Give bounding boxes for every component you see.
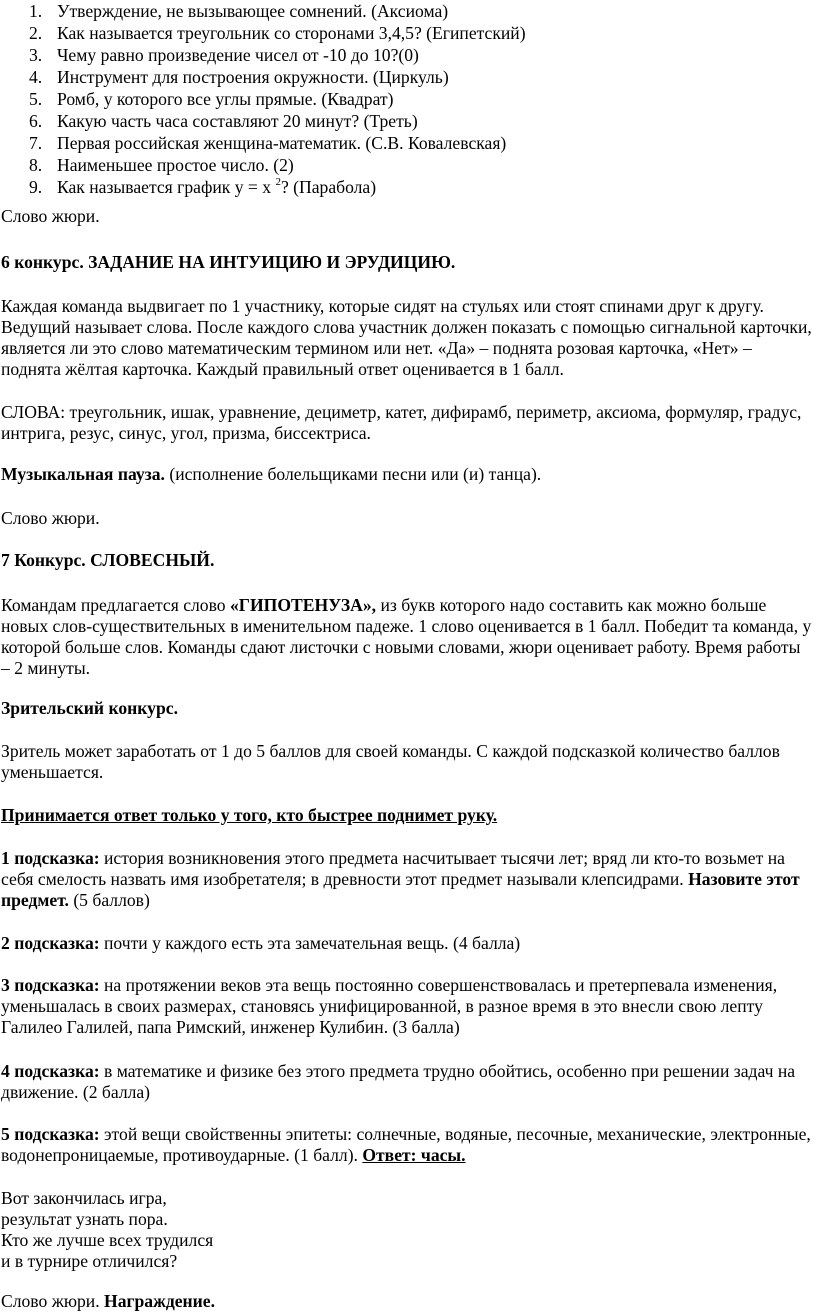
- list-item: 9. Как называется график y = x $^2$? (Парабола): [29, 176, 377, 197]
- poem: [1, 1188, 813, 1272]
- list-item: 5. Ромб, у которого все углы прямые. (Квадрат): [29, 89, 394, 109]
- contest6-words: СЛОВА: треугольник, ишак, уравнение, дециметр, катет, дифирамб, периметр, аксиома, формуляр, градус, интрига, резус, синус, угол, призма, биссектриса.: [1, 402, 802, 443]
- list-item: 7. Первая российская женщина-математик. (С.В. Ковалевская): [29, 133, 507, 153]
- poem-line: Кто же лучше всех трудился: [1, 1230, 214, 1250]
- hint-3: 3 подсказка: на протяжении веков эта вещь постоянно совершенствовалась и претерпевала изменения, уменьшалась в своих размерах, становясь унифицированной, в разное время в это внесли свою лепту Галилео Галилей, папа Римский, инженер Кулибин. (3 балла): [1, 975, 778, 1037]
- question-text: Какую часть часа составляют 20 минут? (Треть): [57, 111, 418, 131]
- question-text: Ромб, у которого все углы прямые. (Квадрат): [57, 89, 394, 109]
- spectator-rule: Принимается ответ только у того, кто быстрее поднимет руку.: [1, 805, 498, 825]
- exponent: 2: [275, 176, 281, 189]
- question-text: Наименьшее простое число. (2): [57, 155, 294, 175]
- poem-line: результат узнать пора.: [1, 1209, 168, 1229]
- question-text: Как называется треугольник со сторонами 3,4,5? (Египетский): [57, 23, 526, 43]
- contest7-body: Командам предлагается слово «ГИПОТЕНУЗА», из букв которого надо составить как можно больше новых слов-существительных в именительном падеже. 1 слово оценивается в 1 балл. Победит та команда, у которой больше слов. Команды сдают листочки с новыми словами, жюри оценивает работу. Время работы – 2 минуты.: [1, 595, 812, 678]
- hint-5: 5 подсказка: этой вещи свойственны эпитеты: солнечные, водяные, песочные, механические, электронные, водонепроницаемые, противоударные. (1 балл). Ответ: часы.: [1, 1124, 811, 1165]
- list-item: 8. Наименьшее простое число. (2): [29, 155, 294, 175]
- contest6-heading: 6 конкурс. ЗАДАНИЕ НА ИНТУИЦИЮ И ЭРУДИЦИЮ.: [1, 252, 456, 272]
- list-item: 3. Чему равно произведение чисел от -10 до 10?(0): [29, 45, 419, 65]
- question-text: Инструмент для построения окружности. (Циркуль): [57, 67, 449, 87]
- hint-4: 4 подсказка: в математике и физике без этого предмета трудно обойтись, особенно при решении задач на движение. (2 балла): [1, 1061, 796, 1102]
- question-list: [0, 1, 526, 199]
- poem-line: и в турнире отличился?: [1, 1251, 178, 1271]
- hint-1: 1 подсказка: история возникновения этого предмета насчитывает тысячи лет; вряд ли кто-то возьмет на себя смелость назвать имя изобретателя; в древности этот предмет называли клепсидрами. Назовите этот предмет. (5 баллов): [1, 848, 800, 910]
- poem-line: Вот закончилась игра,: [1, 1188, 167, 1208]
- list-item: 4. Инструмент для построения окружности. (Циркуль): [29, 67, 449, 87]
- question-text: Первая российская женщина-математик. (С.В. Ковалевская): [57, 133, 507, 153]
- contest7-heading: 7 Конкурс. СЛОВЕСНЫЙ.: [1, 550, 215, 570]
- music-pause: Музыкальная пауза. (исполнение болельщиками песни или (и) танца).: [1, 464, 542, 484]
- hint-2: 2 подсказка: почти у каждого есть эта замечательная вещь. (4 балла): [1, 933, 521, 953]
- answer: Ответ: часы.: [362, 1145, 466, 1165]
- question-text: Как называется график y = x $^2$? (Парабола): [57, 176, 377, 197]
- jury-word: Слово жюри.: [1, 206, 100, 226]
- list-item: 1. Утверждение, не вызывающее сомнений. (Аксиома): [29, 1, 449, 21]
- spectator-intro: Зритель может заработать от 1 до 5 баллов для своей команды. С каждой подсказкой количество баллов уменьшается.: [1, 741, 780, 782]
- contest6-body: Каждая команда выдвигает по 1 участнику, которые сидят на стульях или стоят спинами друг к другу. Ведущий называет слова. После каждого слова участник должен показать с помощью сигнальной карточки, является ли это слово математическим термином или нет. «Да» – поднята розовая карточка, «Нет» – поднята жёлтая карточка. Каждый правильный ответ оценивается в 1 балл.: [1, 296, 812, 379]
- list-item: 6. Какую часть часа составляют 20 минут? (Треть): [29, 111, 418, 131]
- list-item: 2. Как называется треугольник со сторонами 3,4,5? (Египетский): [29, 23, 526, 43]
- question-text: Утверждение, не вызывающее сомнений. (Аксиома): [57, 1, 449, 21]
- jury-word: Слово жюри.: [1, 508, 100, 528]
- spectator-heading: Зрительский конкурс.: [1, 698, 178, 718]
- question-text: Чему равно произведение чисел от -10 до 10?(0): [57, 45, 419, 65]
- final-line: Слово жюри. Награждение.: [1, 1291, 216, 1311]
